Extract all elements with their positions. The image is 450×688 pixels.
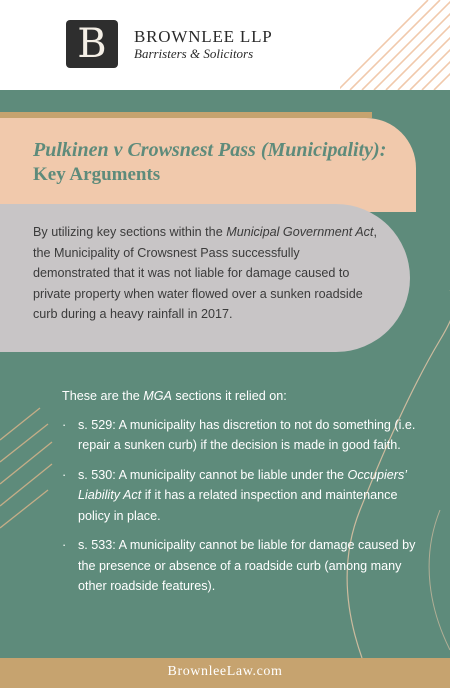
sections-intro: [62, 386, 422, 407]
list-item-text: if it has a related inspection and maintenance policy in place.: [78, 488, 398, 523]
header-stripes-decoration: [340, 0, 450, 90]
firm-logo: [66, 20, 118, 68]
bullet-icon: ·: [62, 417, 67, 432]
bullet-icon: ·: [62, 467, 67, 482]
firm-subtitle: Barristers & Solicitors: [134, 46, 254, 61]
footer: [0, 658, 450, 688]
header: [0, 0, 450, 90]
main-panel: [0, 90, 450, 658]
act-abbreviation: MGA: [143, 389, 172, 403]
list-item: [62, 535, 422, 597]
sections-intro-part: sections it relied on:: [171, 389, 287, 403]
sections-list: [62, 386, 422, 606]
list-item: [62, 465, 422, 527]
list-item: [62, 415, 422, 456]
sections-intro-part: These are the: [62, 389, 144, 403]
title-subheading: Key Arguments: [33, 164, 161, 185]
summary-text-part: , the Municipality of Crowsnest Pass successfully demonstrated that it was not liable for damage caused to private property when water flowed over a sunken roadside curb during a heavy rainfall in 2017.: [33, 225, 377, 321]
summary-text: [33, 222, 378, 325]
list-item-italic: Occupiers’ Liability Act: [78, 467, 407, 502]
list-item-text: s. 533: A municipality cannot be liable for damage caused by the presence or absence of a roadside curb (among many other roadside features).: [78, 538, 416, 593]
list-item-text: s. 529: A municipality has discretion to not do something (i.e. repair a sunken curb) if the decision is made in good faith.: [78, 417, 416, 452]
firm-name: BROWNLEE LLP: [134, 27, 273, 46]
act-name: Municipal Government Act: [226, 225, 374, 239]
list-item-text: s. 530: A municipality cannot be liable under the: [78, 467, 348, 482]
summary-text-part: By utilizing key sections within the: [33, 225, 227, 239]
logo-letter: B: [77, 21, 107, 67]
case-title: Pulkinen v Crowsnest Pass (Municipality):: [33, 139, 387, 161]
website-link[interactable]: BrownleeLaw.com: [167, 664, 283, 679]
bullet-icon: ·: [62, 538, 67, 552]
